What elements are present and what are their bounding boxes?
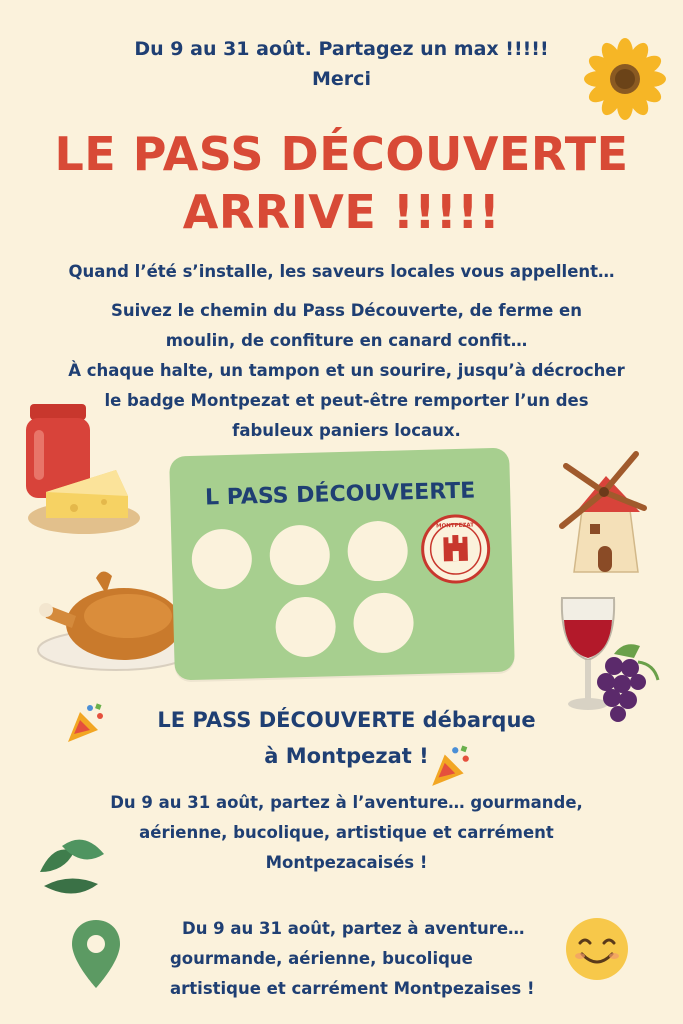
paragraph-line: artistique et carrément Montpezaises ! <box>170 979 535 998</box>
leaves-icon <box>34 832 108 906</box>
announcement-line-2: à Montpezat ! <box>264 744 429 768</box>
intro-line: À chaque halte, un tampon et un sourire, jusqu’à décrocher <box>68 361 625 380</box>
paragraph-line: Du 9 au 31 août, partez à l’aventure… gourmande, <box>110 793 583 812</box>
announcement-line-1: LE PASS DÉCOUVERTE débarque <box>157 708 536 732</box>
paragraph-line: aérienne, bucolique, artistique et carrément <box>139 823 554 842</box>
header-line-2: Merci <box>312 68 371 90</box>
smiley-icon <box>564 916 630 986</box>
title-line-2: ARRIVE !!!!! <box>182 185 501 239</box>
pass-card <box>169 448 515 681</box>
windmill-icon <box>548 446 648 578</box>
paragraph-line: gourmande, aérienne, bucolique <box>170 949 473 968</box>
intro-lead: Quand l’été s’installe, les saveurs locales vous appellent… <box>68 262 615 281</box>
intro-line: moulin, de confiture en canard confit… <box>165 331 528 350</box>
stamp-slot <box>191 528 253 590</box>
header-line-1: Du 9 au 31 août. Partagez un max !!!!! <box>134 38 549 60</box>
title-line-1: LE PASS DÉCOUVERTE <box>54 127 629 181</box>
paragraph-line: Montpezacaisés ! <box>265 853 428 872</box>
location-pin-icon <box>70 918 122 994</box>
stamp-slot <box>269 524 331 586</box>
intro-paragraph <box>60 296 633 446</box>
stamp-slot <box>353 592 415 654</box>
intro-line: le badge Montpezat et peut-être remporter l’un des <box>104 391 589 410</box>
stamp-slot <box>347 520 409 582</box>
closing-paragraph <box>140 914 563 1004</box>
main-title <box>20 125 663 241</box>
intro-line: Suivez le chemin du Pass Découverte, de ferme en <box>111 301 582 320</box>
stamp-text: MONTPEZAT <box>436 522 475 530</box>
header-text <box>60 34 623 94</box>
stamp-slot <box>275 596 337 658</box>
adventure-paragraph <box>60 788 633 878</box>
intro-line: fabuleux paniers locaux. <box>232 421 461 440</box>
cheese-icon <box>26 456 142 540</box>
card-title: L PASS DÉCOUVEERTE <box>204 478 476 511</box>
stamp-icon <box>419 512 493 586</box>
sunflower-icon <box>584 38 666 124</box>
paragraph-line: Du 9 au 31 août, partez à aventure… <box>182 919 525 938</box>
announcement-heading <box>60 702 633 774</box>
party-popper-icon <box>428 744 472 792</box>
